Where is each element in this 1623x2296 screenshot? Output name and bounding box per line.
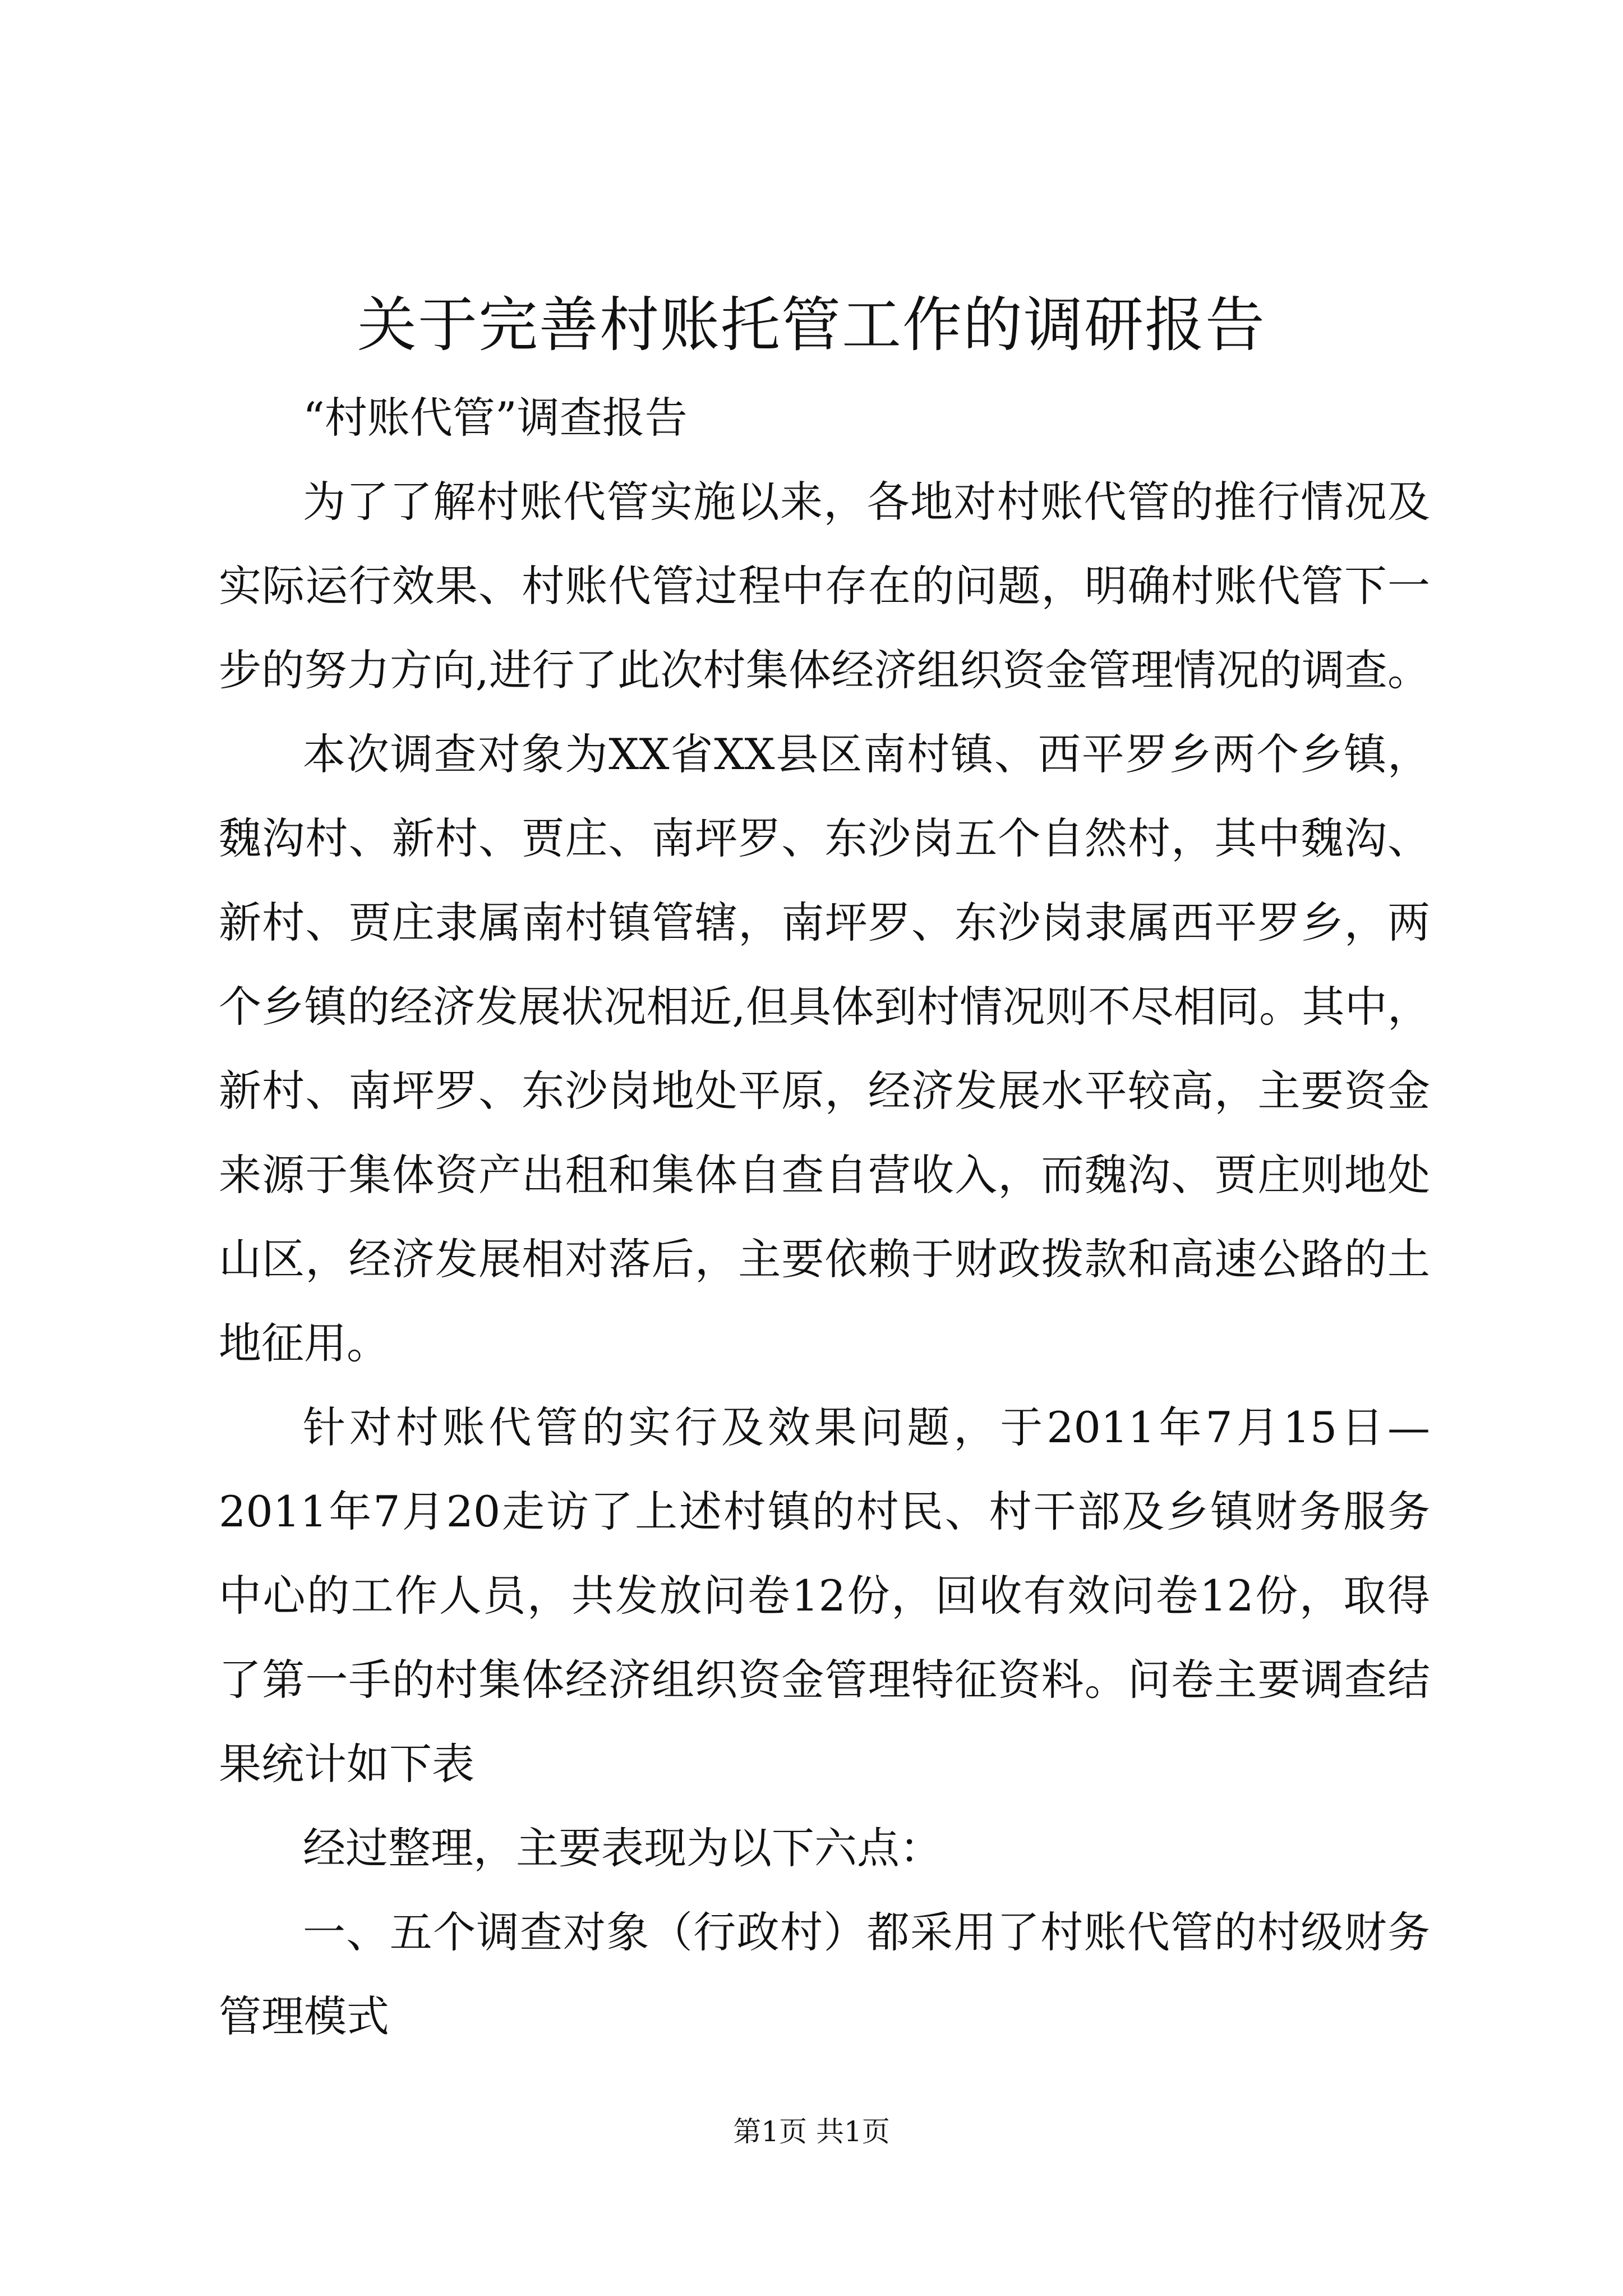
paragraph-line: 本次调查对象为XX省XX县区南村镇、西平罗乡两个乡镇， [303,729,1430,779]
paragraph-line: 管理模式 [219,1991,389,2041]
paragraph-line: 新村、南坪罗、东沙岗地处平原，经济发展水平较高，主要资金 [219,1066,1430,1116]
paragraph-line: 来源于集体资产出租和集体自查自营收入，而魏沟、贾庄则地处 [219,1150,1430,1200]
paragraph-line: 魏沟村、新村、贾庄、南坪罗、东沙岗五个自然村，其中魏沟、 [219,813,1430,863]
paragraph-line: 地征用。 [219,1318,389,1368]
paragraph-line: 针对村账代管的实行及效果问题，于2011年7月15日— [303,1402,1430,1452]
paragraph-line: 经过整理，主要表现为以下六点： [303,1823,942,1873]
paragraph-line: 实际运行效果、村账代管过程中存在的问题，明确村账代管下一 [219,561,1430,611]
paragraph-line: 步的努力方向,进行了此次村集体经济组织资金管理情况的调查。 [219,645,1430,695]
subtitle-line: “村账代管”调查报告 [303,393,688,443]
paragraph-line: 果统计如下表 [219,1739,474,1789]
paragraph-line: 为了了解村账代管实施以来，各地对村账代管的推行情况及 [303,477,1430,527]
paragraph-line: 2011年7月20走访了上述村镇的村民、村干部及乡镇财务服务 [219,1487,1430,1536]
document-title: 关于完善村账托管工作的调研报告 [357,291,1266,360]
page-number: 第1页 共1页 [733,2115,890,2148]
paragraph-line: 新村、贾庄隶属南村镇管辖，南坪罗、东沙岗隶属西平罗乡，两 [219,898,1430,947]
paragraph-line: 个乡镇的经济发展状况相近,但具体到村情况则不尽相同。其中， [219,982,1430,1032]
paragraph-line: 了第一手的村集体经济组织资金管理特征资料。问卷主要调查结 [219,1655,1430,1705]
paragraph-line: 中心的工作人员，共发放问卷12份，回收有效问卷12份，取得 [219,1571,1430,1621]
paragraph-line: 山区，经济发展相对落后，主要依赖于财政拨款和高速公路的土 [219,1234,1430,1284]
paragraph-line: 一、五个调查对象（行政村）都采用了村账代管的村级财务 [303,1907,1430,1957]
